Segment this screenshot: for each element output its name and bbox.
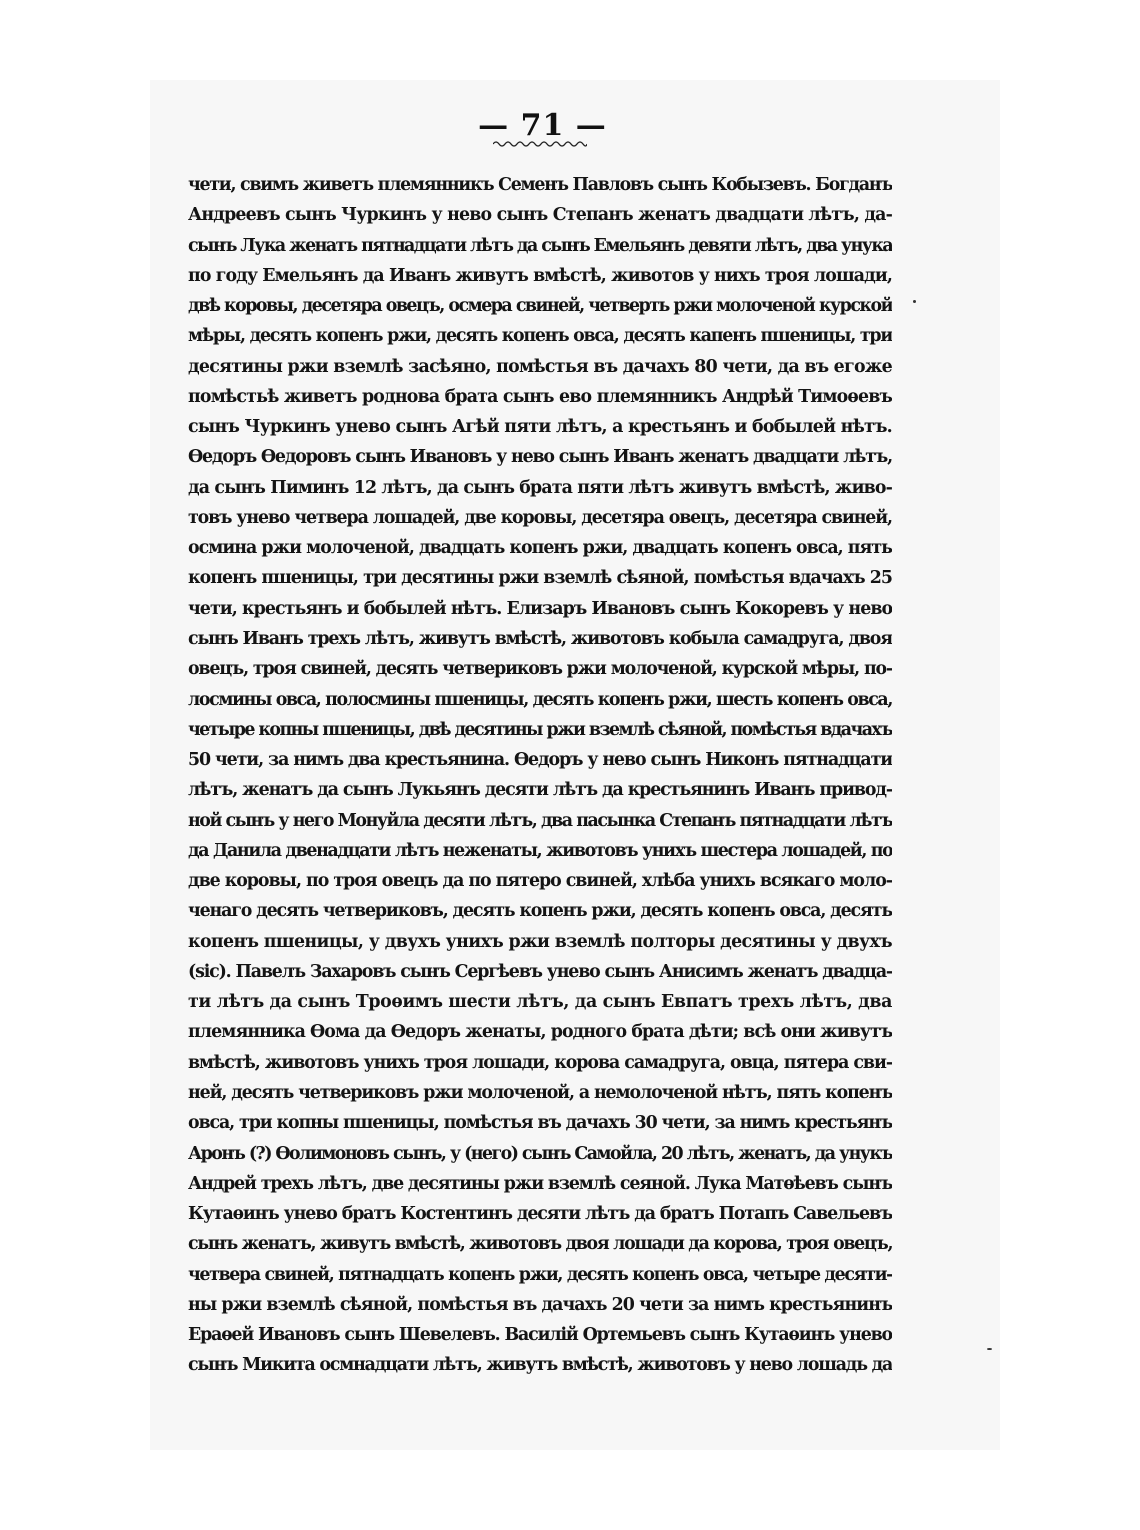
text-line: товъ унево четвера лошадей, две коровы, десетяра овецъ, десетяра свиней,	[188, 507, 892, 528]
text-line: чети, свимъ живетъ племянникъ Семенъ Павловъ сынъ Кобызевъ. Богданъ	[188, 175, 892, 195]
page-number-wavy-rule	[493, 140, 587, 148]
text-line: четвера свиней, пятнадцать копенъ ржи, десять копенъ овса, четыре десяти-	[188, 1264, 892, 1285]
text-line: ней, десять четвериковъ ржи молоченой, а немолоченой нѣтъ, пять копенъ	[188, 1082, 892, 1103]
text-line: копенъ пшеницы, три десятины ржи вземлѣ сѣяной, помѣстья вдачахъ 25	[188, 568, 892, 589]
text-line: две коровы, по троя овецъ да по пятеро свиней, хлѣба унихъ всякаго моло-	[188, 871, 892, 892]
text-line: 50 чети, за нимъ два крестьянина. Ѳедоръ у нево сынъ Никонъ пятнадцати	[188, 750, 892, 771]
text-line: ченаго десять четвериковъ, десять копенъ ржи, десять копенъ овса, десять	[188, 901, 892, 922]
text-line: Андрей трехъ лѣтъ, две десятины ржи вземлѣ сеяной. Лука Матѳѣевъ сынъ	[188, 1173, 892, 1194]
text-line: (sic). Павелъ Захаровъ сынъ Сергѣевъ унево сынъ Анисимъ женатъ двадца-	[188, 961, 892, 982]
text-line: ти лѣтъ да сынъ Троѳимъ шести лѣтъ, да сынъ Евпатъ трехъ лѣтъ, два	[188, 992, 892, 1013]
scan-speck	[987, 1348, 992, 1350]
text-line: овецъ, троя свиней, десять четвериковъ ржи молоченой, курской мѣры, по-	[188, 659, 892, 680]
text-line: ной сынъ у него Монуйла десяти лѣтъ, два пасынка Степанъ пятнадцати лѣтъ	[188, 810, 892, 831]
text-line: вмѣстѣ, животовъ унихъ троя лошади, корова самадруга, овца, пятера сви-	[188, 1052, 892, 1073]
text-line: помѣстьѣ живетъ роднова брата сынъ ево племянникъ Андрѣй Тимоѳевъ	[188, 386, 892, 407]
text-line: сынъ Иванъ трехъ лѣтъ, живутъ вмѣстѣ, животовъ кобыла самадруга, двоя	[188, 628, 892, 649]
text-line: мѣры, десять копенъ ржи, десять копенъ овса, десять капенъ пшеницы, три	[188, 326, 892, 347]
text-line: лосмины овса, полосмины пшеницы, десять копенъ ржи, шесть копенъ овса,	[188, 689, 892, 710]
text-line: да сынъ Пиминъ 12 лѣтъ, да сынъ брата пяти лѣтъ живутъ вмѣстѣ, живо-	[188, 477, 892, 498]
scan-speck	[913, 300, 916, 303]
text-line: осмина ржи молоченой, двадцать копенъ ржи, двадцать копенъ овса, пять	[188, 538, 892, 559]
text-line: сынъ Микита осмнадцати лѣтъ, живутъ вмѣстѣ, животовъ у нево лошадь да	[188, 1355, 892, 1376]
text-line: да Данила двенадцати лѣтъ неженаты, животовъ унихъ шестера лошадей, по	[188, 840, 892, 861]
text-line: Ѳедоръ Ѳедоровъ сынъ Ивановъ у нево сынъ Иванъ женатъ двадцати лѣтъ,	[188, 447, 892, 468]
page-number: — 71 —	[478, 108, 607, 143]
text-line: Аронъ (?) Ѳолимоновъ сынъ, у (него) сынъ Самойла, 20 лѣтъ, женатъ, да унукъ	[188, 1143, 892, 1164]
text-line: Андреевъ сынъ Чуркинъ у нево сынъ Степанъ женатъ двадцати лѣтъ, да-	[188, 205, 892, 226]
text-line: ны ржи вземлѣ сѣяной, помѣстья въ дачахъ 20 чети за нимъ крестьянинъ	[188, 1294, 892, 1315]
text-line: Ераѳей Ивановъ сынъ Шевелевъ. Василій Ортемьевъ сынъ Кутаѳинъ унево	[188, 1325, 892, 1346]
text-line: копенъ пшеницы, у двухъ унихъ ржи вземлѣ полторы десятины у двухъ	[188, 931, 892, 952]
text-line: сынъ Лука женатъ пятнадцати лѣтъ да сынъ Емельянъ девяти лѣтъ, два унука	[188, 235, 892, 256]
body-text	[188, 170, 892, 1381]
text-line: по году Емельянъ да Иванъ живутъ вмѣстѣ, животов у нихъ троя лошади,	[188, 265, 892, 286]
text-line: десятины ржи вземлѣ засѣяно, помѣстья въ дачахъ 80 чети, да въ егоже	[188, 356, 892, 377]
text-line: двѣ коровы, десетяра овецъ, осмера свиней, четверть ржи молоченой курской	[188, 296, 892, 317]
text-line: сынъ женатъ, живутъ вмѣстѣ, животовъ двоя лошади да корова, троя овецъ,	[188, 1234, 892, 1255]
text-line: Кутаѳинъ унево братъ Костентинъ десяти лѣтъ да братъ Потапъ Савельевъ	[188, 1204, 892, 1225]
text-line: сынъ Чуркинъ унево сынъ Агѣй пяти лѣтъ, а крестьянъ и бобылей нѣтъ.	[188, 417, 892, 438]
text-line: овса, три копны пшеницы, помѣстья въ дачахъ 30 чети, за нимъ крестьянъ	[188, 1113, 892, 1134]
text-line: четыре копны пшеницы, двѣ десятины ржи вземлѣ сѣяной, помѣстья вдачахъ	[188, 719, 892, 740]
text-line: лѣтъ, женатъ да сынъ Лукьянъ десяти лѣтъ да крестьянинъ Иванъ привод-	[188, 780, 892, 801]
text-line: племянника Ѳома да Ѳедоръ женаты, родного брата дѣти; всѣ они живутъ	[188, 1022, 892, 1043]
text-line: чети, крестьянъ и бобылей нѣтъ. Елизаръ Ивановъ сынъ Кокоревъ у нево	[188, 598, 892, 619]
